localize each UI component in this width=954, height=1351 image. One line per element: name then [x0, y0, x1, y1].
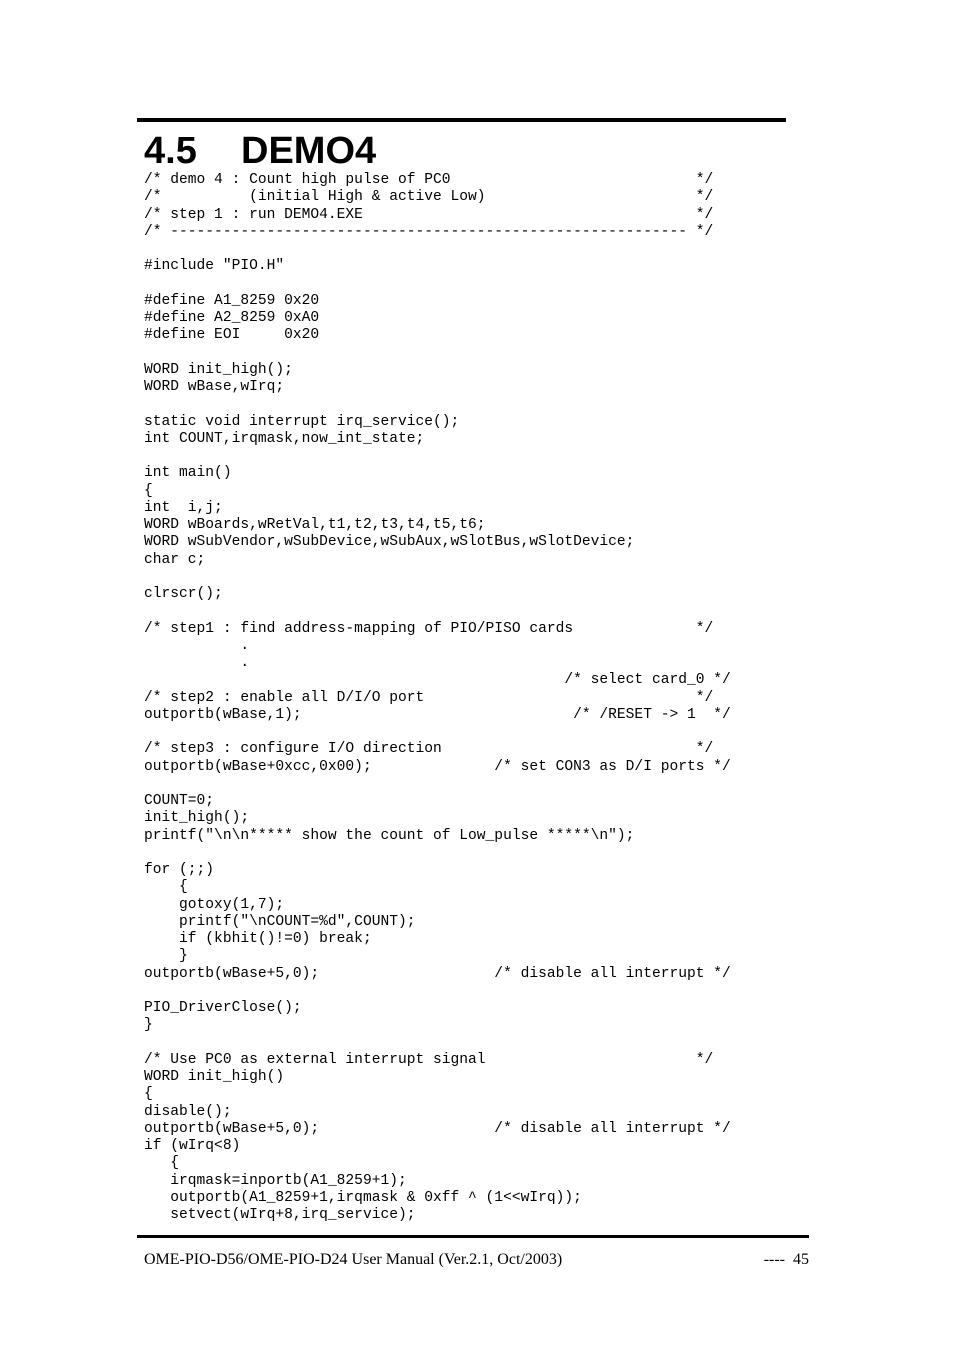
code-listing — [144, 172, 731, 1224]
code-line: printf("\n\n***** show the count of Low_pulse *****\n"); — [144, 827, 635, 844]
section-title: DEMO4 — [241, 130, 377, 172]
code-line: /* step3 : configure I/O direction */ — [144, 741, 714, 758]
code-line: { — [144, 1086, 153, 1103]
code-line: outportb(wBase+0xcc,0x00); /* set CON3 as D/I ports */ — [144, 758, 731, 775]
section-heading — [144, 128, 376, 174]
code-line: } — [144, 948, 188, 965]
code-line: COUNT=0; — [144, 793, 215, 809]
code-line: /* Use PC0 as external interrupt signal */ — [144, 1051, 714, 1068]
code-line: #define A1_8259 0x20 — [144, 292, 320, 309]
code-line: setvect(wIrq+8,irq_service); — [144, 1207, 416, 1223]
code-line: { — [144, 482, 153, 499]
footer-manual-title: OME-PIO-D56/OME-PIO-D24 User Manual (Ver.2.1, Oct/2003) — [144, 1251, 563, 1268]
code-line: if (kbhit()!=0) break; — [144, 931, 372, 947]
code-line: WORD wBoards,wRetVal,t1,t2,t3,t4,t5,t6; — [144, 517, 486, 533]
code-line: . — [144, 637, 250, 654]
footer-page-number: ---- 45 — [763, 1251, 809, 1268]
code-line: int COUNT,irqmask,now_int_state; — [144, 430, 425, 447]
code-line: . — [144, 655, 250, 671]
code-line: { — [144, 879, 188, 896]
code-line: /* select card_0 */ — [144, 672, 731, 689]
code-line: disable(); — [144, 1103, 232, 1120]
code-line: WORD init_high(); — [144, 361, 293, 378]
top-rule — [137, 118, 786, 122]
code-line: /* step1 : find address-mapping of PIO/PISO cards */ — [144, 620, 714, 637]
code-line: static void interrupt irq_service(); — [144, 413, 460, 430]
code-line: outportb(wBase+5,0); /* disable all interrupt */ — [144, 965, 731, 982]
code-line: } — [144, 1017, 153, 1034]
code-line: outportb(A1_8259+1,irqmask & 0xff ^ (1<<wIrq)); — [144, 1189, 582, 1206]
code-line: clrscr(); — [144, 586, 223, 602]
code-line: for (;;) — [144, 862, 215, 878]
code-line: /* step 1 : run DEMO4.EXE */ — [144, 206, 714, 223]
code-line: #include "PIO.H" — [144, 258, 285, 275]
section-number: 4.5 — [144, 130, 197, 172]
code-line: /* ----------------------------------------------------------- */ — [144, 223, 714, 240]
code-line: /* step2 : enable all D/I/O port */ — [144, 689, 714, 706]
code-line: WORD wBase,wIrq; — [144, 379, 285, 395]
code-line: { — [144, 1155, 180, 1172]
code-line: /* demo 4 : Count high pulse of PC0 */ — [144, 172, 714, 188]
code-line: outportb(wBase+5,0); /* disable all interrupt */ — [144, 1120, 731, 1137]
code-line: #define A2_8259 0xA0 — [144, 310, 320, 326]
code-line: int i,j; — [144, 499, 223, 516]
code-line: printf("\nCOUNT=%d",COUNT); — [144, 913, 416, 930]
code-line: WORD init_high() — [144, 1069, 285, 1085]
code-line: /* (initial High & active Low) */ — [144, 189, 714, 206]
code-line: char c; — [144, 551, 206, 568]
code-line: irqmask=inportb(A1_8259+1); — [144, 1172, 407, 1189]
bottom-rule — [137, 1235, 809, 1238]
code-line: PIO_DriverClose(); — [144, 1000, 302, 1016]
code-line: int main() — [144, 465, 232, 482]
code-line: gotoxy(1,7); — [144, 896, 285, 913]
code-line: if (wIrq<8) — [144, 1138, 241, 1154]
code-line: WORD wSubVendor,wSubDevice,wSubAux,wSlotBus,wSlotDevice; — [144, 534, 635, 551]
code-line: init_high(); — [144, 810, 250, 827]
code-line: outportb(wBase,1); /* /RESET -> 1 */ — [144, 706, 731, 723]
code-line: #define EOI 0x20 — [144, 327, 320, 344]
